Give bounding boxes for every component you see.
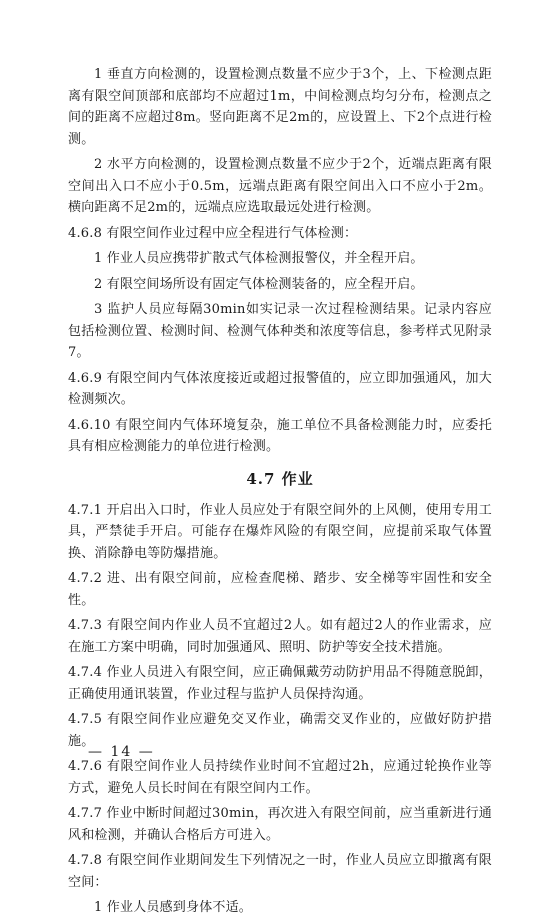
paragraph: 3 监护人员应每隔30min如实记录一次过程检测结果。记录内容应包括检测位置、检测时间、检测气体种类和浓度等信息，参考样式见附录7。 [68,302,492,360]
page-body [68,64,492,919]
section-heading: 4.7 作业 [246,469,314,488]
paragraph: 1 作业人员应携带扩散式气体检测报警仪，并全程开启。 [94,251,424,266]
section-4-7-body [68,500,492,919]
paragraph: 4.7.1 开启出入口时，作业人员应处于有限空间外的上风侧，使用专用工具，严禁徒手开启。可能存在爆炸风险的有限空间，应提前采取气体置换、消除静电等防爆措施。 [68,502,492,561]
paragraph: 4.7.7 作业中断时间超过30min，再次进入有限空间前，应当重新进行通风和检测，并确认合格后方可进入。 [68,806,493,843]
paragraph: 4.7.4 作业人员进入有限空间，应正确佩戴劳动防护用品不得随意脱卸，正确使用通讯装置，作业过程与监护人员保持沟通。 [68,665,492,702]
paragraph: 1 作业人员感到身体不适。 [94,900,253,915]
paragraph: 4.7.8 有限空间作业期间发生下列情况之一时，作业人员应立即撤离有限空间： [68,853,492,890]
paragraph: 4.7.3 有限空间内作业人员不宜超过2人。如有超过2人的作业需求，应在施工方案中明确，同时加强通风、照明、防护等安全技术措施。 [68,618,492,655]
paragraph: 2 有限空间场所设有固定气体检测装备的，应全程开启。 [94,276,424,292]
page-number: — 14 — [88,744,155,760]
section-4-6-continued [68,64,492,458]
paragraph: 1 垂直方向检测的，设置检测点数量不应少于3个，上、下检测点距离有限空间顶部和底部均不应超过1m，中间检测点均匀分布，检测点之间的距离不应超过8m。竖向距离不足2m的，应设置上、下2个点进行检测。 [68,67,492,147]
paragraph: 2 水平方向检测的，设置检测点数量不应少于2个，近端点距离有限空间出入口不应小于0.5m，远端点距离有限空间出入口不应小于2m。横向距离不足2m的，远端点应选取最远处进行检测。 [68,157,492,215]
paragraph: 4.6.9 有限空间内气体浓度接近或超过报警值的，应立即加强通风，加大检测频次。 [68,370,492,407]
paragraph: 4.6.8 有限空间作业过程中应全程进行气体检测： [68,225,358,241]
paragraph: 4.7.5 有限空间作业应避免交叉作业，确需交叉作业的，应做好防护措施。 [68,712,492,749]
paragraph: 4.6.10 有限空间内气体环境复杂，施工单位不具备检测能力时，应委托具有相应检测能力的单位进行检测。 [68,417,492,454]
paragraph: 4.7.6 有限空间作业人员持续作业时间不宜超过2h，应通过轮换作业等方式，避免人员长时间在有限空间内工作。 [68,759,492,796]
paragraph: 4.7.2 进、出有限空间前，应检查爬梯、踏步、安全梯等牢固性和安全性。 [68,571,492,608]
